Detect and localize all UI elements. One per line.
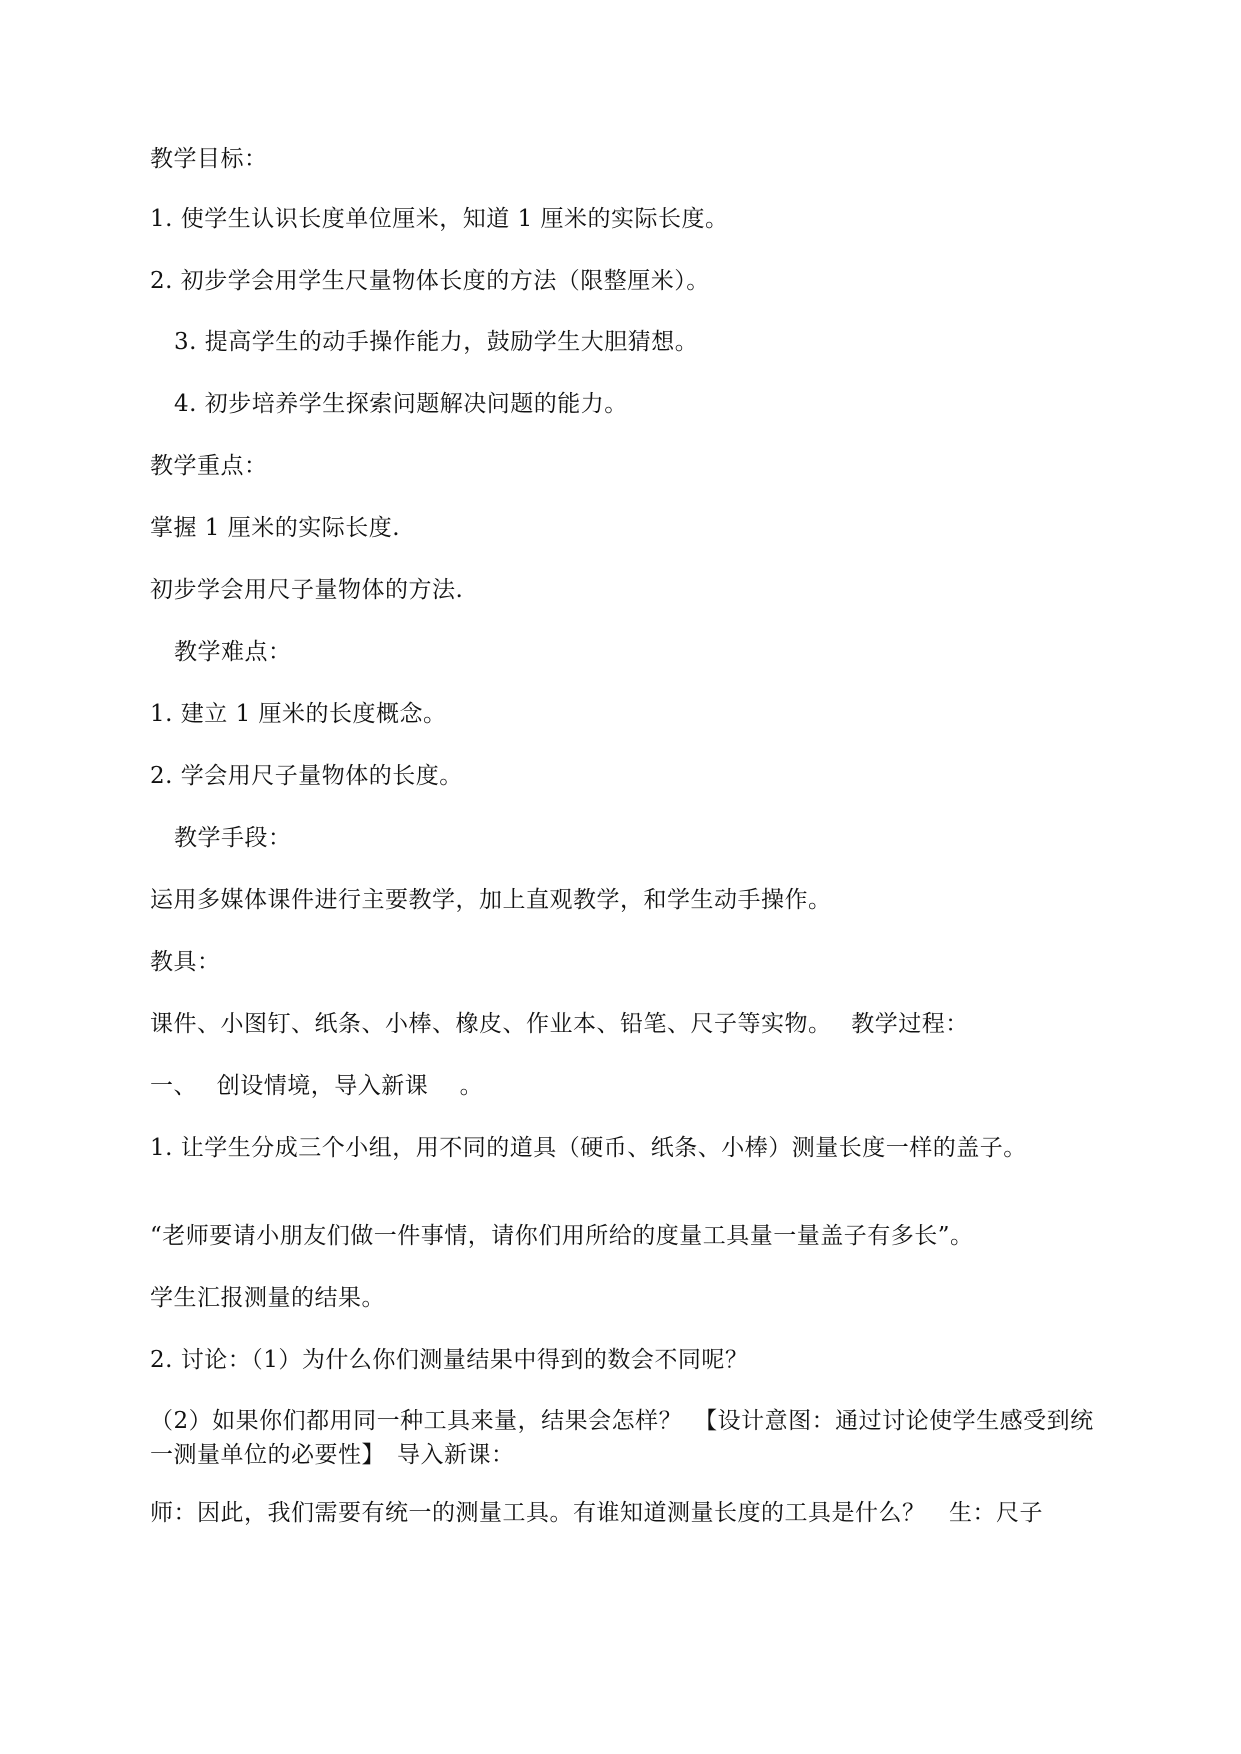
key-points-heading: 教学重点：: [150, 453, 268, 479]
step-one-text: 1. 让学生分成三个小组，用不同的道具（硬币、纸条、小棒）测量长度一样的盖子。: [150, 1135, 1027, 1161]
students-report: 学生汇报测量的结果。: [150, 1285, 385, 1311]
teacher-dialog: 师：因此，我们需要有统一的测量工具。有谁知道测量长度的工具是什么？ 生：尺子: [150, 1500, 1043, 1526]
key-point-item-2: 初步学会用尺子量物体的方法.: [150, 577, 464, 603]
tools-heading: 教具：: [150, 949, 221, 975]
difficulty-item-1: 1. 建立 1 厘米的长度概念。: [150, 701, 447, 727]
discussion-question-1: 2. 讨论：（1）为什么你们测量结果中得到的数会不同呢？: [150, 1347, 749, 1373]
means-heading: 教学手段：: [174, 825, 292, 851]
objectives-heading: 教学目标：: [150, 146, 268, 172]
means-text: 运用多媒体课件进行主要教学，加上直观教学，和学生动手操作。: [150, 887, 832, 913]
discussion-question-2: （2）如果你们都用同一种工具来量，结果会怎样？ 【设计意图：通过讨论使学生感受到统一测量单位的必要性】 导入新课：: [150, 1408, 1094, 1468]
objective-item-3: 3. 提高学生的动手操作能力，鼓励学生大胆猜想。: [174, 329, 699, 355]
objective-item-1: 1. 使学生认识长度单位厘米，知道 1 厘米的实际长度。: [150, 206, 729, 232]
difficulties-heading: 教学难点：: [174, 639, 292, 665]
section-one-heading: 一、 创设情境，导入新课 。: [150, 1073, 484, 1099]
tools-text: 课件、小图钉、纸条、小棒、橡皮、作业本、铅笔、尺子等实物。 教学过程：: [150, 1011, 969, 1037]
objective-item-4: 4. 初步培养学生探索问题解决问题的能力。: [174, 391, 628, 417]
key-point-item-1: 掌握 1 厘米的实际长度.: [150, 515, 401, 541]
difficulty-item-2: 2. 学会用尺子量物体的长度。: [150, 763, 463, 789]
teacher-quote: “老师要请小朋友们做一件事情，请你们用所给的度量工具量一量盖子有多长”。: [150, 1223, 974, 1249]
objective-item-2: 2. 初步学会用学生尺量物体长度的方法（限整厘米）。: [150, 268, 710, 294]
